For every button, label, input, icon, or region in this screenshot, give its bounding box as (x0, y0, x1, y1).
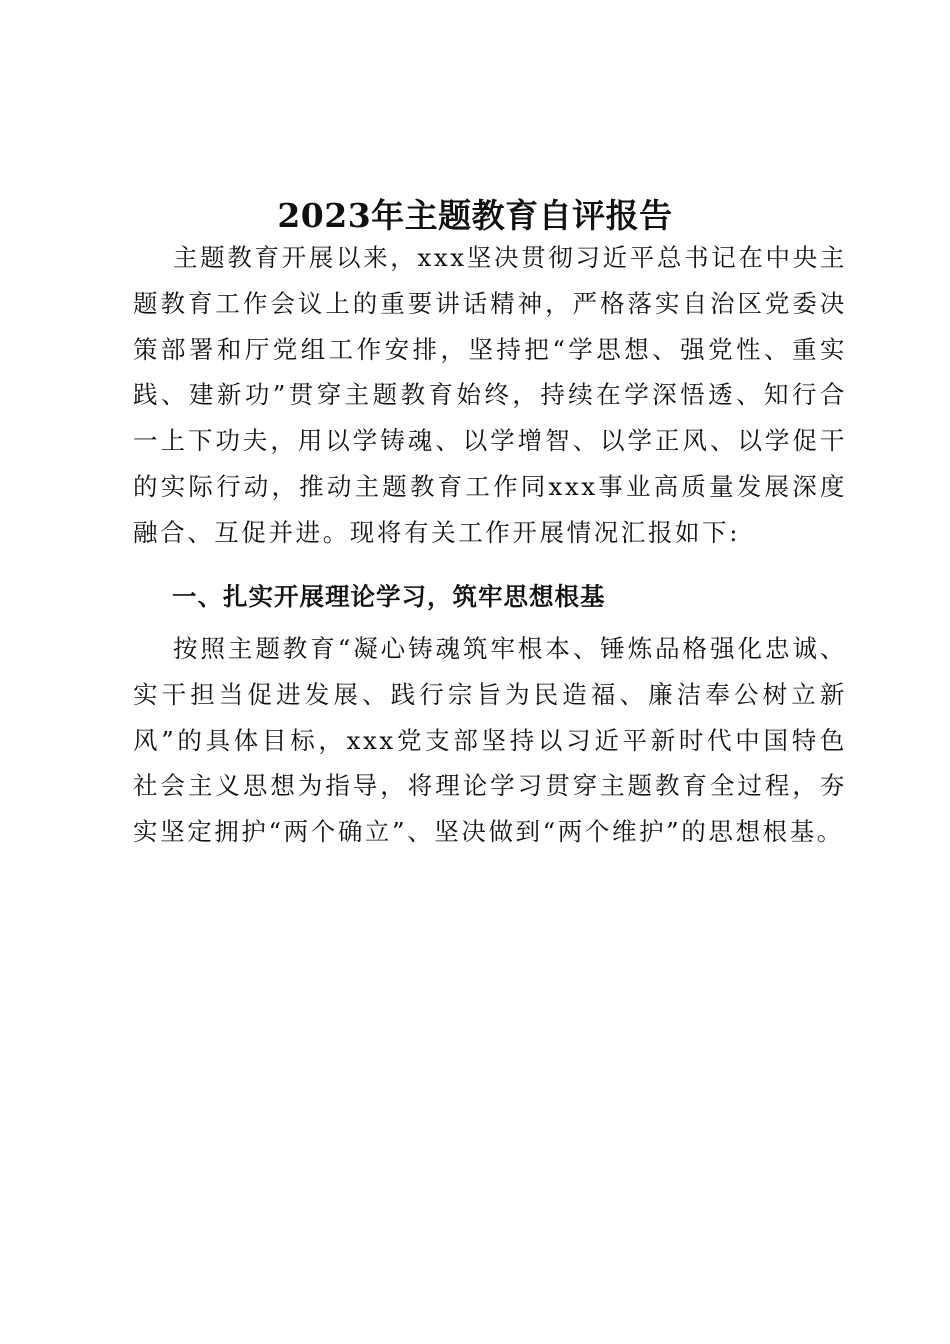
section-heading: 一、扎实开展理论学习，筑牢思想根基 (172, 582, 606, 611)
intro-paragraph: 主题教育开展以来，xxx坚决贯彻习近平总书记在中央主题教育工作会议上的重要讲话精神，严格落实自治区党委决策部署和厅党组工作安排，坚持把“学思想、强党性、重实践、建新功”贯穿主题教育始终，持续在学深悟透、知行合一上下功夫，用以学铸魂、以学增智、以学正风、以学促干的实际行动，推动主题教育工作同xxx事业高质量发展深度融合、互促并进。现将有关工作开展情况汇报如下: (133, 243, 847, 547)
section-paragraph: 按照主题教育“凝心铸魂筑牢根本、锤炼品格强化忠诚、实干担当促进发展、践行宗旨为民造福、廉洁奉公树立新风”的具体目标，xxx党支部坚持以习近平新时代中国特色社会主义思想为指导，将理论学习贯穿主题教育全过程，夯实坚定拥护“两个确立”、坚决做到“两个维护”的思想根基。 (133, 634, 847, 847)
document-title: 2023年主题教育自评报告 (277, 196, 673, 236)
